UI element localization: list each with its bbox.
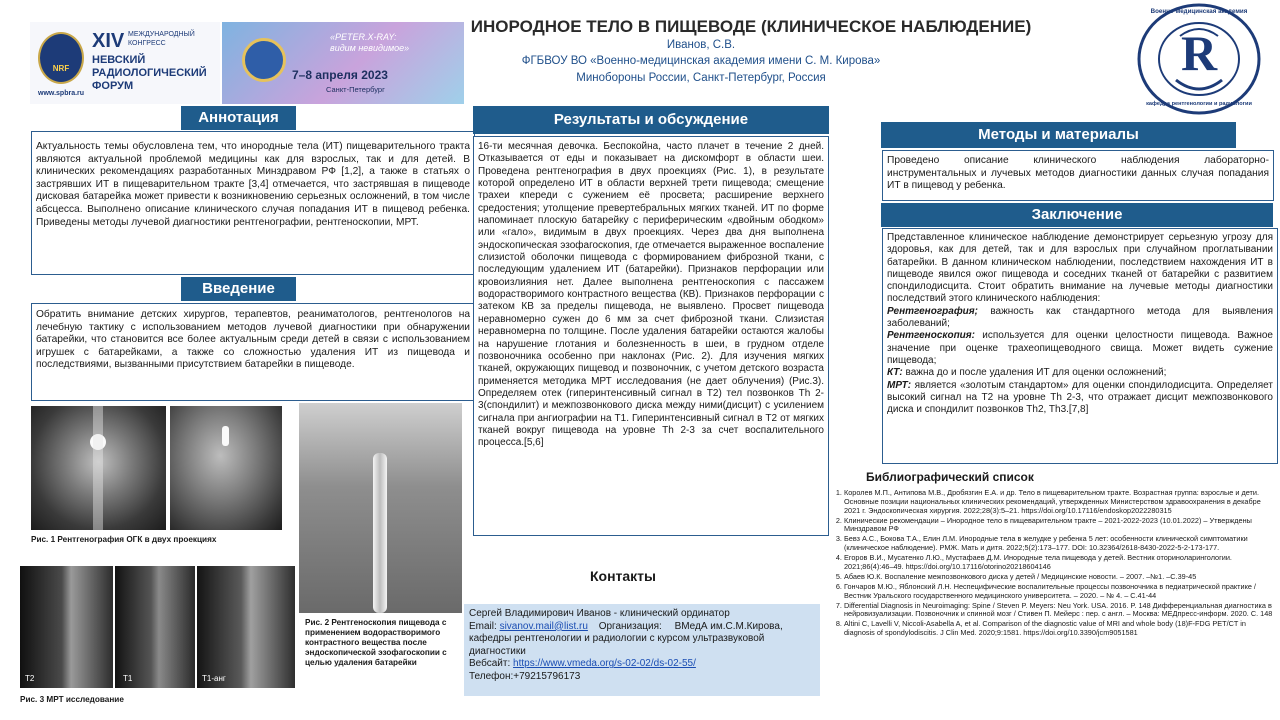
bib-item: 6. Гончаров М.Ю., Яблонский Л.Н. Неспецифические воспалительные процессы позвоночника в педиатрической практике / Вестник Уральского государственного медицинского университета. – 2020. – № 4. – С.41-44 [844,583,1276,601]
bib-item: 1. Королев М.П., Антипова М.В., Дробязгин Е.А. и др. Тело в пищеварительном тракте. Возрастная группа: взрослые и дети. Основные позиции национальных клинических рекомендаций, утвержденных Министерством здравоохранения в декабре 2021 г. Эндоскопическая хирургия. 2022;28(3):5–21. https://doi.org/10.17116/endoskop2022280315 [844,489,1276,515]
conclusion-desc-1: важность как стандартного метода для выявления заболеваний; [887,305,1273,330]
academy-logo-bottom-text: кафедра рентгенологии и радиологии [1146,101,1252,107]
contacts-web-link[interactable]: https://www.vmeda.org/s-02-02/ds-02-55/ [513,658,696,670]
methods-box [882,150,1274,201]
spine-shadow [93,406,103,530]
conclusion-item-1 [887,306,1273,331]
academy-logo-top-text: Военно-медицинская академия [1150,8,1248,15]
conclusion-box [882,228,1278,464]
annotation-box [31,131,475,275]
annotation-title: Аннотация [181,106,296,130]
author: Иванов, С.В. [666,39,736,51]
contacts-web-label: Вебсайт: [469,658,511,670]
bib-item: 7. Differential Diagnosis in Neuroimaging: Spine / Steven P. Meyers: Neu York. USA. 2016. P. 148 Дифференциальная диагностика в нейровизуализации. Позвоночник и спинной мозг / Стивен П. Мейерс : пер. с англ. – Москва: МЕДпресс-информ. 2020. С. 148 [844,602,1276,620]
organization: ФГБВОУ ВО «Военно-медицинская академия имени С. М. Кирова» [521,55,881,67]
results-title: Результаты и обсуждение [473,106,829,134]
fig1-xray-lateral [170,406,282,530]
contacts-org: ВМедА им.С.М.Кирова, кафедры рентгенологии и радиологии с курсом ультразвуковой диагностики [469,620,783,657]
contacts-org-label: Организация: [598,620,662,632]
conclusion-desc-4: является «золотым стандартом» для оценки спондилодисцита. Определяет высокий сигнал на Т2 на уровне Th 2-3, что отражает дисцит межпозвонкового диска и спондилит позвонков Th2, Th3.[7,8] [887,379,1273,416]
fig3-mri-t1-ang [197,566,295,688]
congress-website: www.spbra.ru [38,90,85,97]
forum-line1: НЕВСКИЙ [92,54,146,66]
congress-roman: XIV [92,30,125,52]
conclusion-item-3 [887,367,1273,379]
fig2-caption: Рис. 2 Рентгеноскопия пищевода с применением водорастворимого контрастного вещества после эндоскопической эзофагоскопии с целью удаления батарейки [305,618,447,667]
fig3-mri-t1 [115,566,195,688]
mri-label-t1ang: T1-анг [202,674,226,683]
mri-label-t2: T2 [25,674,35,683]
conclusion-desc-3: важна до и после удаления ИТ для оценки осложнений; [902,367,1167,379]
forum-line3: ФОРУМ [92,80,134,92]
bib-item: 3. Бевз А.С., Бокова Т.А., Елин Л.М. Инородные тела в желудке у ребенка 5 лет: особенности клинической симптоматики (клиническое наблюдение). РМЖ. Мать и дитя. 2022;5(2):173–177. DOI: 10.32364/2618-8430-2022-5-2-173-177. [844,535,1276,553]
poster-title: ИНОРОДНОЕ ТЕЛО В ПИЩЕВОДЕ (КЛИНИЧЕСКОЕ НАБЛЮДЕНИЕ) [470,17,1032,36]
methods-title: Методы и материалы [881,122,1236,148]
conclusion-intro: Представленное клиническое наблюдение демонстрирует серьезную угрозу для здоровья, как для детей, так и для взрослых при случайном проглатывании батарейки. В данном клиническом наблюдении, последствием нахождения ИТ в пищеводе явился ожог пищевода и соседних тканей от батарейки с развитием спондилодисцита. Стоит обратить внимание на лучевые методы диагностики последствий этого клинического наблюдения: [887,232,1273,305]
congress-line2: КОНГРЕСС [128,40,166,47]
conclusion-term-1: Рентгенография; [887,305,979,317]
mri-label-t1: T1 [123,674,133,683]
contacts-title: Контакты [589,568,656,584]
bibliography-title: Библиографический список [866,470,1034,484]
contacts-person: Сергей Владимирович Иванов - клинический ординатор [469,608,730,619]
conclusion-term-3: КТ: [887,367,903,379]
bib-item: 4. Егоров В.И., Мусатенко Л.Ю., Мустафаев Д.М. Инородные тела пищевода у детей. Вестник оториноларингологии. 2021;86(4):46–49. https://doi.org/10.17116/otorino20218604146 [844,554,1276,572]
fig1-xray-frontal [31,406,166,530]
academy-logo-letter: R [1180,25,1218,81]
bib-item: 8. Altini C, Lavelli V, Niccoli-Asabella A, et al. Comparison of the diagnostic value of MRI and whole body (18)F-FDG PET/CT in diagnosis of spondylodiscitis. J Clin Med. 2020;9:1581. https://doi.org/10.3390/jcm9051581 [844,620,1276,638]
congress-banner [30,22,464,104]
battery-shadow-lateral [222,426,229,446]
peter-xray-emblem [242,38,286,82]
academy-logo [1136,2,1262,116]
bib-item: 2. Клинические рекомендации – Инородное тело в пищеварительном тракте – 2021-2022-2023 (10.01.2022) – Утверждены Минздравом РФ [844,517,1276,535]
ministry: Минобороны России, Санкт-Петербург, Россия [576,72,826,84]
conclusion-desc-2: используется для оценки целостности пищевода. Важное значение при оценке трахеопищеводного свища. Может видеть сужение пищевода; [887,330,1273,366]
conclusion-term-2: Рентгеноскопия: [887,330,976,342]
esophagus-contrast [373,453,387,613]
contacts-email-label: Email: [469,620,497,632]
intro-box [31,303,475,401]
banner-slogan2: видим невидимое» [330,43,410,53]
fig3-mri-t2 [20,566,113,688]
fig3-caption: Рис. 3 МРТ исследование [20,695,124,704]
contacts-phone: Телефон:+79215796173 [469,670,581,682]
conclusion-term-4: МРТ: [887,379,912,391]
conclusion-item-2 [887,330,1273,367]
contacts-web-line [469,658,815,671]
nrf-logo-text: NRF [52,64,70,73]
intro-text: Обратить внимание детских хирургов, терапевтов, реаниматологов, рентгенологов на лечебную тактику с использованием методов лучевой диагностики при обнаружении батарейки, что становится все более актуальным среди детей в связи с использованием игрушек с батарейками, а также со сложностью удаления ИТ из пищевода и последствиями, вызванными присутствием батарейки в пищеводе. [36,309,470,371]
nrf-logo [38,32,84,84]
bibliography-list [832,489,1276,639]
fig2-fluoroscopy [299,403,462,613]
conclusion-title: Заключение [881,203,1273,227]
bib-item: 5. Абаев Ю.К. Воспаление межпозвонкового диска у детей / Медицинские новости. – 2007. –№1. –С.39-45 [844,573,1276,582]
contacts-email-link[interactable]: sivanov.mail@list.ru [499,620,588,632]
fig1-caption: Рис. 1 Рентгенография ОГК в двух проекциях [31,535,217,544]
intro-title: Введение [181,277,296,301]
contacts-email-line [469,621,815,659]
banner-dates: 7–8 апреля 2023 [292,68,388,82]
methods-text: Проведено описание клинического наблюдения лабораторно-инструментальных и лучевых методов диагностики данных случая попадания ИТ в пищевод у ребенка. [887,155,1269,192]
results-box [473,136,829,536]
forum-line2: РАДИОЛОГИЧЕСКИЙ [92,67,207,79]
results-text: 16-ти месячная девочка. Беспокойна, часто плачет в течение 2 дней. Отказывается от еды и показывает на дискомфорт в области шеи. Проведена рентгенография в двух проекциях (Рис. 1), в результате которой определено ИТ в области верхней трети пищевода; смещение трахеи кпереди с сужением её просвета; расширение верхнего средостения; утолщение превертебральных мягких тканей. ИТ по форме напоминает плоскую батарейку с периферическим «двойным ободком» или «гало», видимым в двух проекциях. Через два дня выполнена эндоскопическая эзофагоскопия, где отмечается выраженное воспаление слизистой оболочки пищевода с формированием фиброзной ткани, с последующим удалением ИТ (батарейки). Признаков перфорации или кровоизлияния нет. Далее выполнена рентгеноскопия с пассажем водорастворимого контрастного вещества (КВ). Признаков перфорации с затеком КВ за пределы пищевода, не выявлено. Просвет пищевода неравномерно сужен до 6 мм за счет фиброзной ткани. Слизистая неравномерна по толщине. После удаления батарейки остаются жалобы на нарушение глотания и болезненность в шеи, в грудном отделе позвоночника особенно при наклонах (Рис. 2). Для изучения мягких тканей, окружающих пищевод и позвоночник, с учетом детского возраста применяется методика МРТ исследования (не дает облучения) (Рис.3). Определяем отек (гиперинтенсивный сигнал в Т2) тел позвонков Th 2-3(спондилит) и межпозвонкового диска между ними(дисцит) с усилением сигнала при ангиографии на Т1. Гиперинтенсивный сигнал в Т2 от мягких тканей вокруг пищевода на уровне Th 2-3 за счет воспалительного процесса.[5,6] [478,141,824,449]
congress-line1: МЕЖДУНАРОДНЫЙ [128,31,195,38]
contacts-box [464,604,820,696]
annotation-text: Актуальность темы обусловлена тем, что инородные тела (ИТ) пищеварительного тракта являются актуальной проблемой медицины как для взрослых, так и для детей. В клинических рекомендациях разработанных Минздравом РФ [1,2], а также в статьях о застрявших ИТ в пищеварительном тракте [3,4] отмечается, что застрявшая в пищеводе дисковая батарейка может привести к возникновению серьезных осложнений, в том числе абсцесса. Выполнено описание клинического случая попадания ИТ в пищевод ребенка. Приведены методы лучевой диагностики рентгенографии, рентгеноскопии, МРТ. [36,141,470,228]
banner-slogan1: «PETER.X-RAY: [330,32,397,42]
banner-city: Санкт-Петербург [326,85,385,94]
conclusion-item-4 [887,380,1273,417]
